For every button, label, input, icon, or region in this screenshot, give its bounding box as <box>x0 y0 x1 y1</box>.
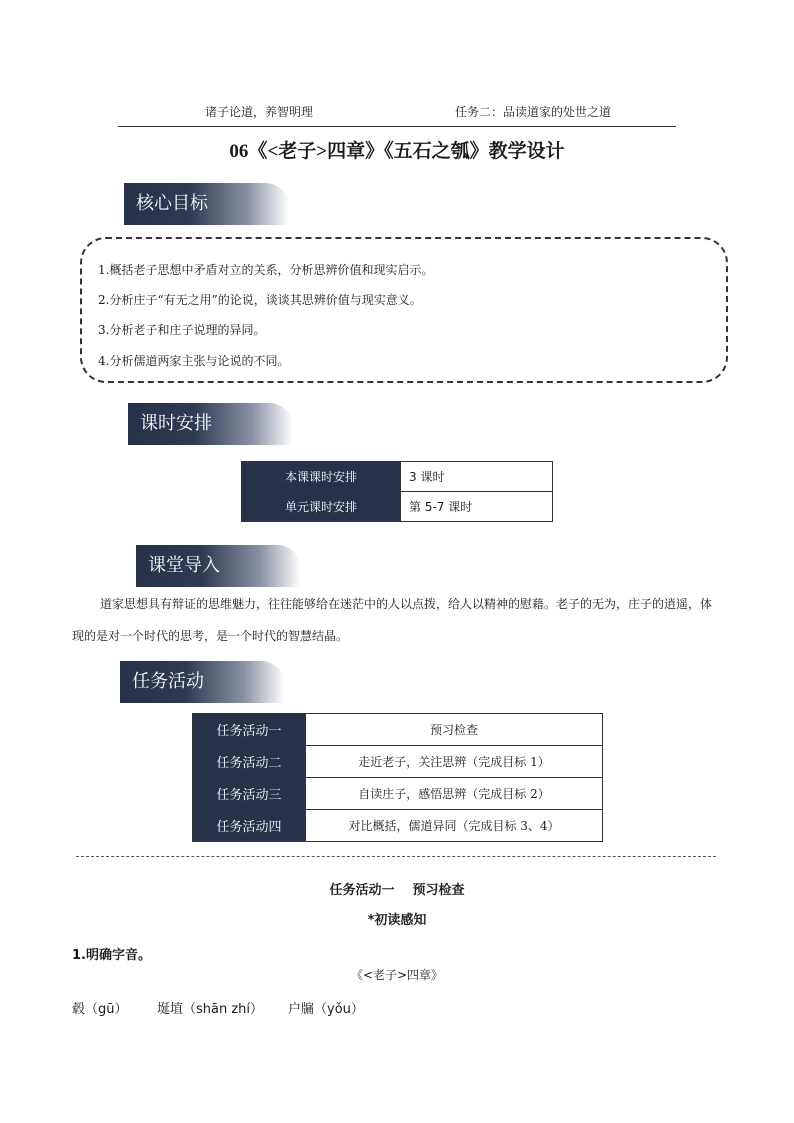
goals-box <box>80 237 728 383</box>
table-cell-label: 本课课时安排 <box>242 462 401 492</box>
pinyin-item: 毂（gū） <box>72 1002 128 1017</box>
document-title: 06《<老子>四章》《五石之瓠》教学设计 <box>229 141 565 162</box>
table-cell-value: 3 课时 <box>401 462 553 492</box>
goal-item: 2.分析庄子“有无之用”的论说，谈谈其思辨价值与现实意义。 <box>98 293 422 307</box>
activity-title: 任务活动一 预习检查 <box>329 883 465 898</box>
goal-item: 4.分析儒道两家主张与论说的不同。 <box>98 354 290 368</box>
goal-item: 1.概括老子思想中矛盾对立的关系，分析思辨价值和现实启示。 <box>98 263 434 277</box>
header-right: 任务二：品读道家的处世之道 <box>455 105 612 119</box>
table-cell-label: 任务活动二 <box>193 746 306 778</box>
table-cell-value: 自读庄子，感悟思辨（完成目标 2） <box>306 778 603 810</box>
table-row <box>193 746 603 778</box>
section-banner-tasks: 任务活动 <box>120 661 285 703</box>
header-rule <box>118 126 676 127</box>
header-left: 诸子论道，养智明理 <box>205 105 314 119</box>
table-cell-value: 第 5-7 课时 <box>401 492 553 522</box>
table-cell-value: 走近老子，关注思辨（完成目标 1） <box>306 746 603 778</box>
section-banner-schedule: 课时安排 <box>128 403 293 445</box>
tasks-table <box>192 713 603 842</box>
goal-item: 3.分析老子和庄子说理的异同。 <box>98 323 266 337</box>
section-banner-goals: 核心目标 <box>124 183 289 225</box>
book-title: 《<老子>四章》 <box>350 968 444 982</box>
table-cell-value: 预习检查 <box>306 714 603 746</box>
dashed-divider <box>76 856 716 857</box>
intro-paragraph: 道家思想具有辩证的思维魅力，往往能够给在迷茫中的人以点拨，给人以精神的慰藉。老子的无为，庄子的逍遥，体现的是对一个时代的思考，是一个时代的智慧结晶。 <box>72 597 713 643</box>
pinyin-item: 埏埴（shān zhí） <box>157 1002 264 1017</box>
activity-subtitle: *初读感知 <box>367 913 427 928</box>
schedule-table <box>241 461 553 522</box>
table-row <box>193 810 603 842</box>
table-row <box>242 462 553 492</box>
table-row <box>193 714 603 746</box>
table-cell-label: 任务活动三 <box>193 778 306 810</box>
item-heading: 1.明确字音。 <box>72 948 151 963</box>
table-row <box>242 492 553 522</box>
table-row <box>193 778 603 810</box>
table-cell-value: 对比概括，儒道异同（完成目标 3、4） <box>306 810 603 842</box>
table-cell-label: 任务活动四 <box>193 810 306 842</box>
section-banner-intro: 课堂导入 <box>136 545 301 587</box>
table-cell-label: 单元课时安排 <box>242 492 401 522</box>
table-cell-label: 任务活动一 <box>193 714 306 746</box>
pinyin-item: 户牖（yǒu） <box>288 1002 364 1017</box>
